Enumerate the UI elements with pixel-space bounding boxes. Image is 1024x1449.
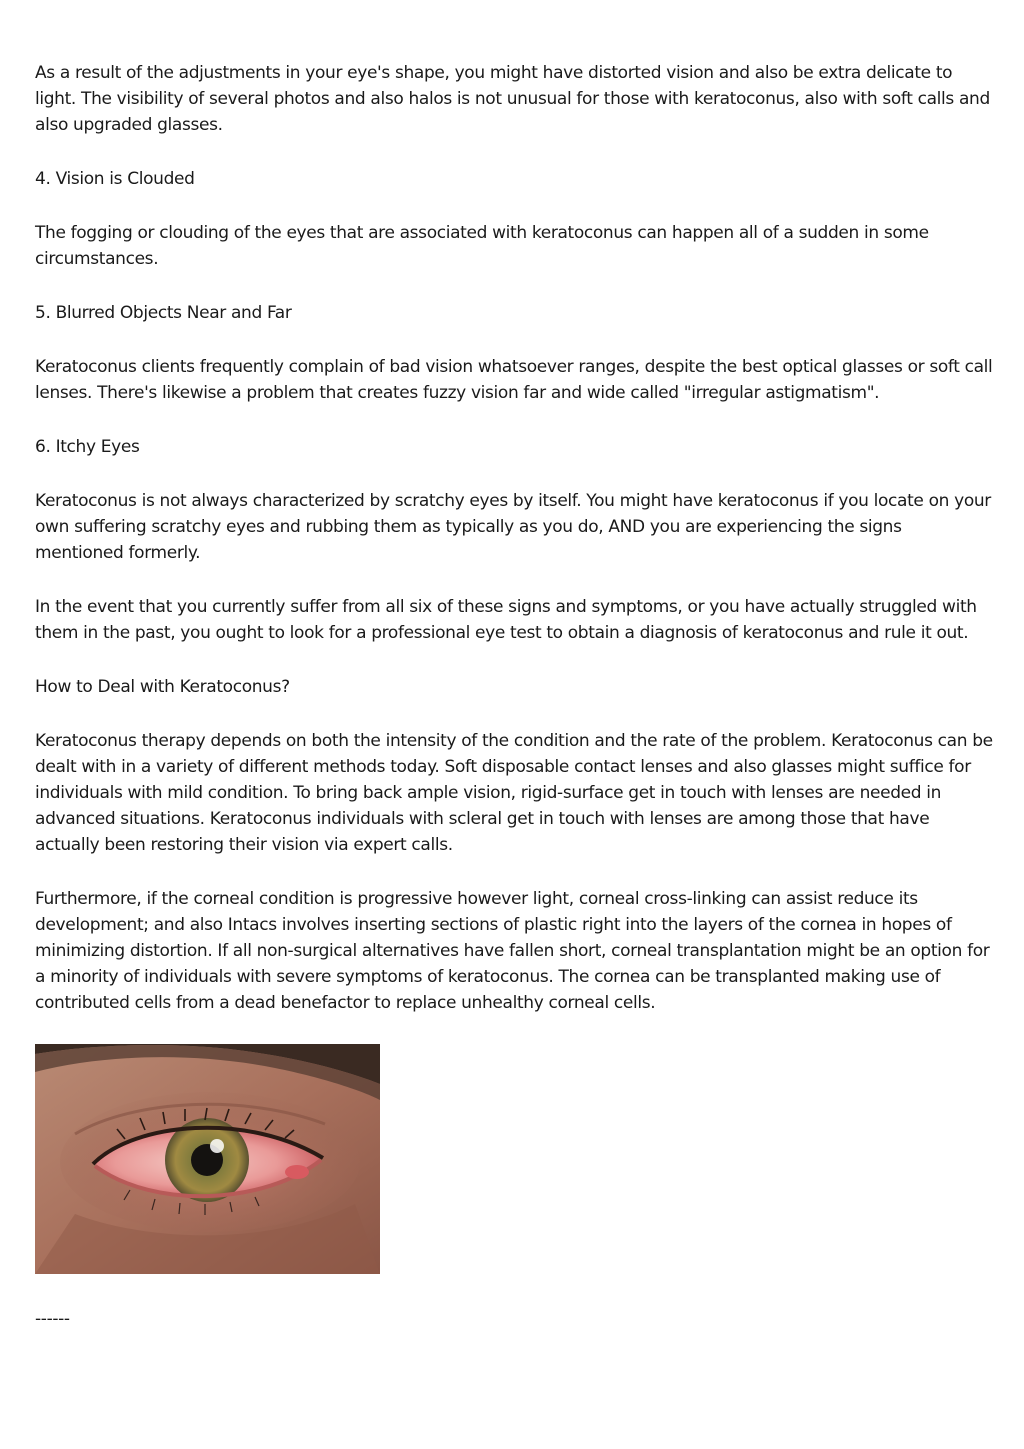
heading-itchy-eyes: 6. Itchy Eyes xyxy=(35,437,140,457)
red-eye-photo xyxy=(35,1044,380,1274)
heading-vision-clouded: 4. Vision is Clouded xyxy=(35,169,195,189)
heading-blurred-objects: 5. Blurred Objects Near and Far xyxy=(35,303,292,323)
paragraph-clouding: The fogging or clouding of the eyes that are associated with keratoconus can happen all of a sudden in some circumstances. xyxy=(35,223,929,269)
paragraph-distorted-vision: As a result of the adjustments in your eye's shape, you might have distorted vision and also be extra delicate to light. The visibility of several photos and also halos is not unusual for those with keratoconus, also with soft calls and also upgraded glasses. xyxy=(35,63,990,135)
paragraph-eye-test: In the event that you currently suffer from all six of these signs and symptoms, or you have actually struggled with them in the past, you ought to look for a professional eye test to obtain a diagnosis of keratoconus and rule it out. xyxy=(35,597,977,643)
paragraph-cross-linking: Furthermore, if the corneal condition is progressive however light, corneal cross-linking can assist reduce its development; and also Intacs involves inserting sections of plastic right into the layers of the cornea in hopes of minimizing distortion. If all non-surgical alternatives have fallen short, corneal transplantation might be an option for a minority of individuals with severe symptoms of keratoconus. The cornea can be transplanted making use of contributed cells from a dead benefactor to replace unhealthy corneal cells. xyxy=(35,889,990,1013)
separator: ------ xyxy=(35,1309,70,1329)
document-body xyxy=(35,60,995,1332)
paragraph-blurred-vision: Keratoconus clients frequently complain of bad vision whatsoever ranges, despite the best optical glasses or soft call lenses. There's likewise a problem that creates fuzzy vision far and wide called "irregular astigmatism". xyxy=(35,357,993,403)
paragraph-therapy: Keratoconus therapy depends on both the intensity of the condition and the rate of the problem. Keratoconus can be dealt with in a variety of different methods today. Soft disposable contact lenses and also glasses might suffice for individuals with mild condition. To bring back ample vision, rigid-surface get in touch with lenses are needed in advanced situations. Keratoconus individuals with scleral get in touch with lenses are among those that have actually been restoring their vision via expert calls. xyxy=(35,731,993,855)
heading-how-to-deal: How to Deal with Keratoconus? xyxy=(35,677,290,697)
paragraph-itchy-eyes: Keratoconus is not always characterized by scratchy eyes by itself. You might have keratoconus if you locate on your own suffering scratchy eyes and rubbing them as typically as you do, AND you are experiencing the signs mentioned formerly. xyxy=(35,491,991,563)
